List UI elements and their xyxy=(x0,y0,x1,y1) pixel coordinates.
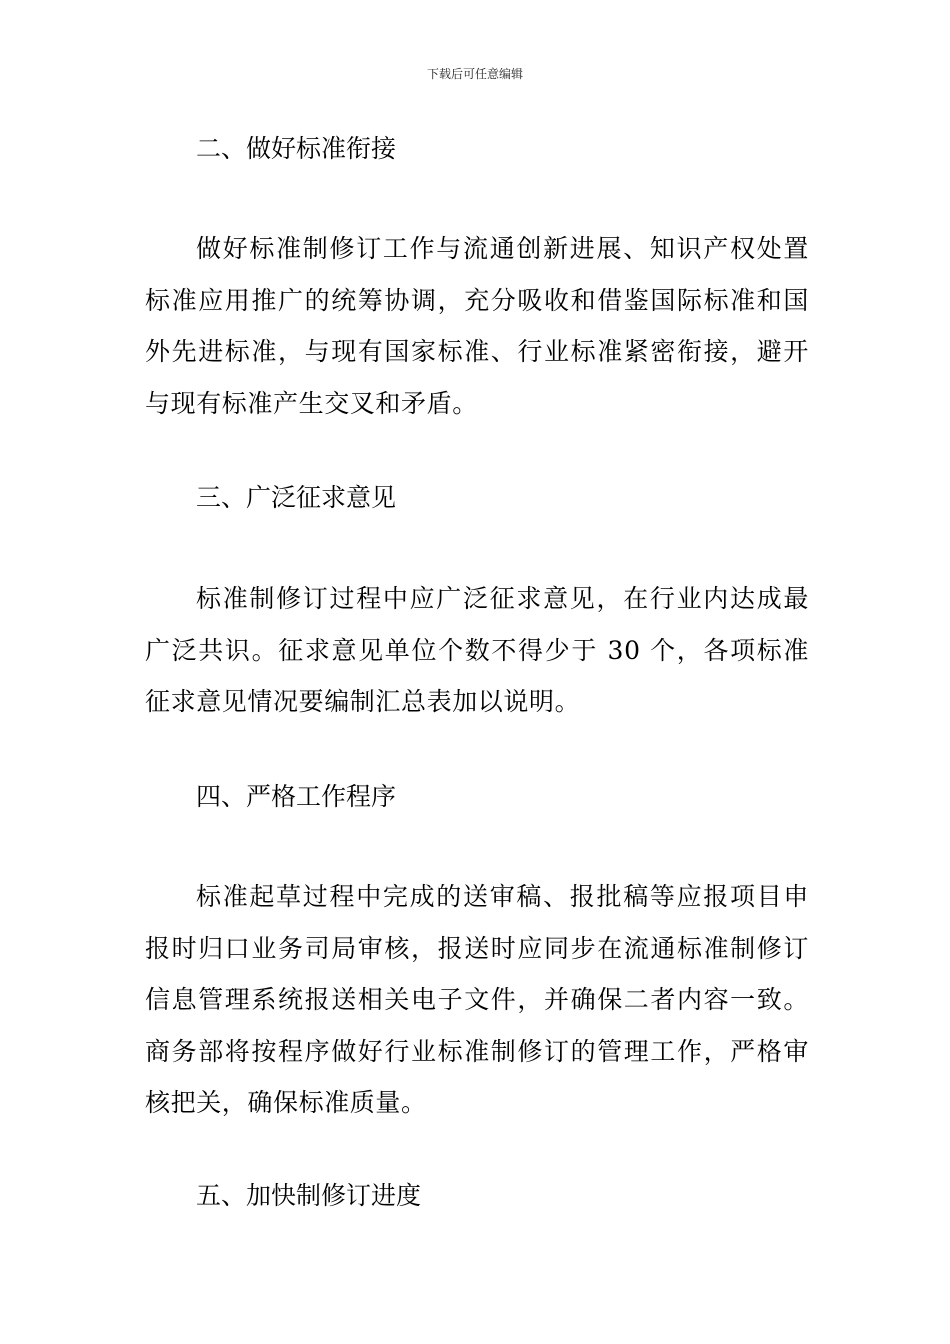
header-note: 下载后可任意编辑 xyxy=(426,67,523,81)
section-heading: 五、加快制修订进度 xyxy=(196,1181,422,1210)
section-paragraph: 标准起草过程中完成的送审稿、报批稿等应报项目申报时归口业务司局审核，报送时应同步在流通标准制修订信息管理系统报送相关电子文件，并确保二者内容一致。商务部将按程序做好行业标准制修订的管理工作，严格审核把关，确保标准质量。 xyxy=(145,882,809,1117)
section-heading: 三、广泛征求意见 xyxy=(196,483,397,512)
section-heading: 二、做好标准衔接 xyxy=(196,134,397,163)
section-paragraph: 做好标准制修订工作与流通创新进展、知识产权处置标准应用推广的统筹协调，充分吸收和借鉴国际标准和国外先进标准，与现有国家标准、行业标准紧密衔接，避开与现有标准产生交叉和矛盾。 xyxy=(145,234,809,418)
section-paragraph: 标准制修订过程中应广泛征求意见，在行业内达成最广泛共识。征求意见单位个数不得少于 30 个，各项标准征求意见情况要编制汇总表加以说明。 xyxy=(145,584,809,716)
section-heading: 四、严格工作程序 xyxy=(196,782,397,811)
